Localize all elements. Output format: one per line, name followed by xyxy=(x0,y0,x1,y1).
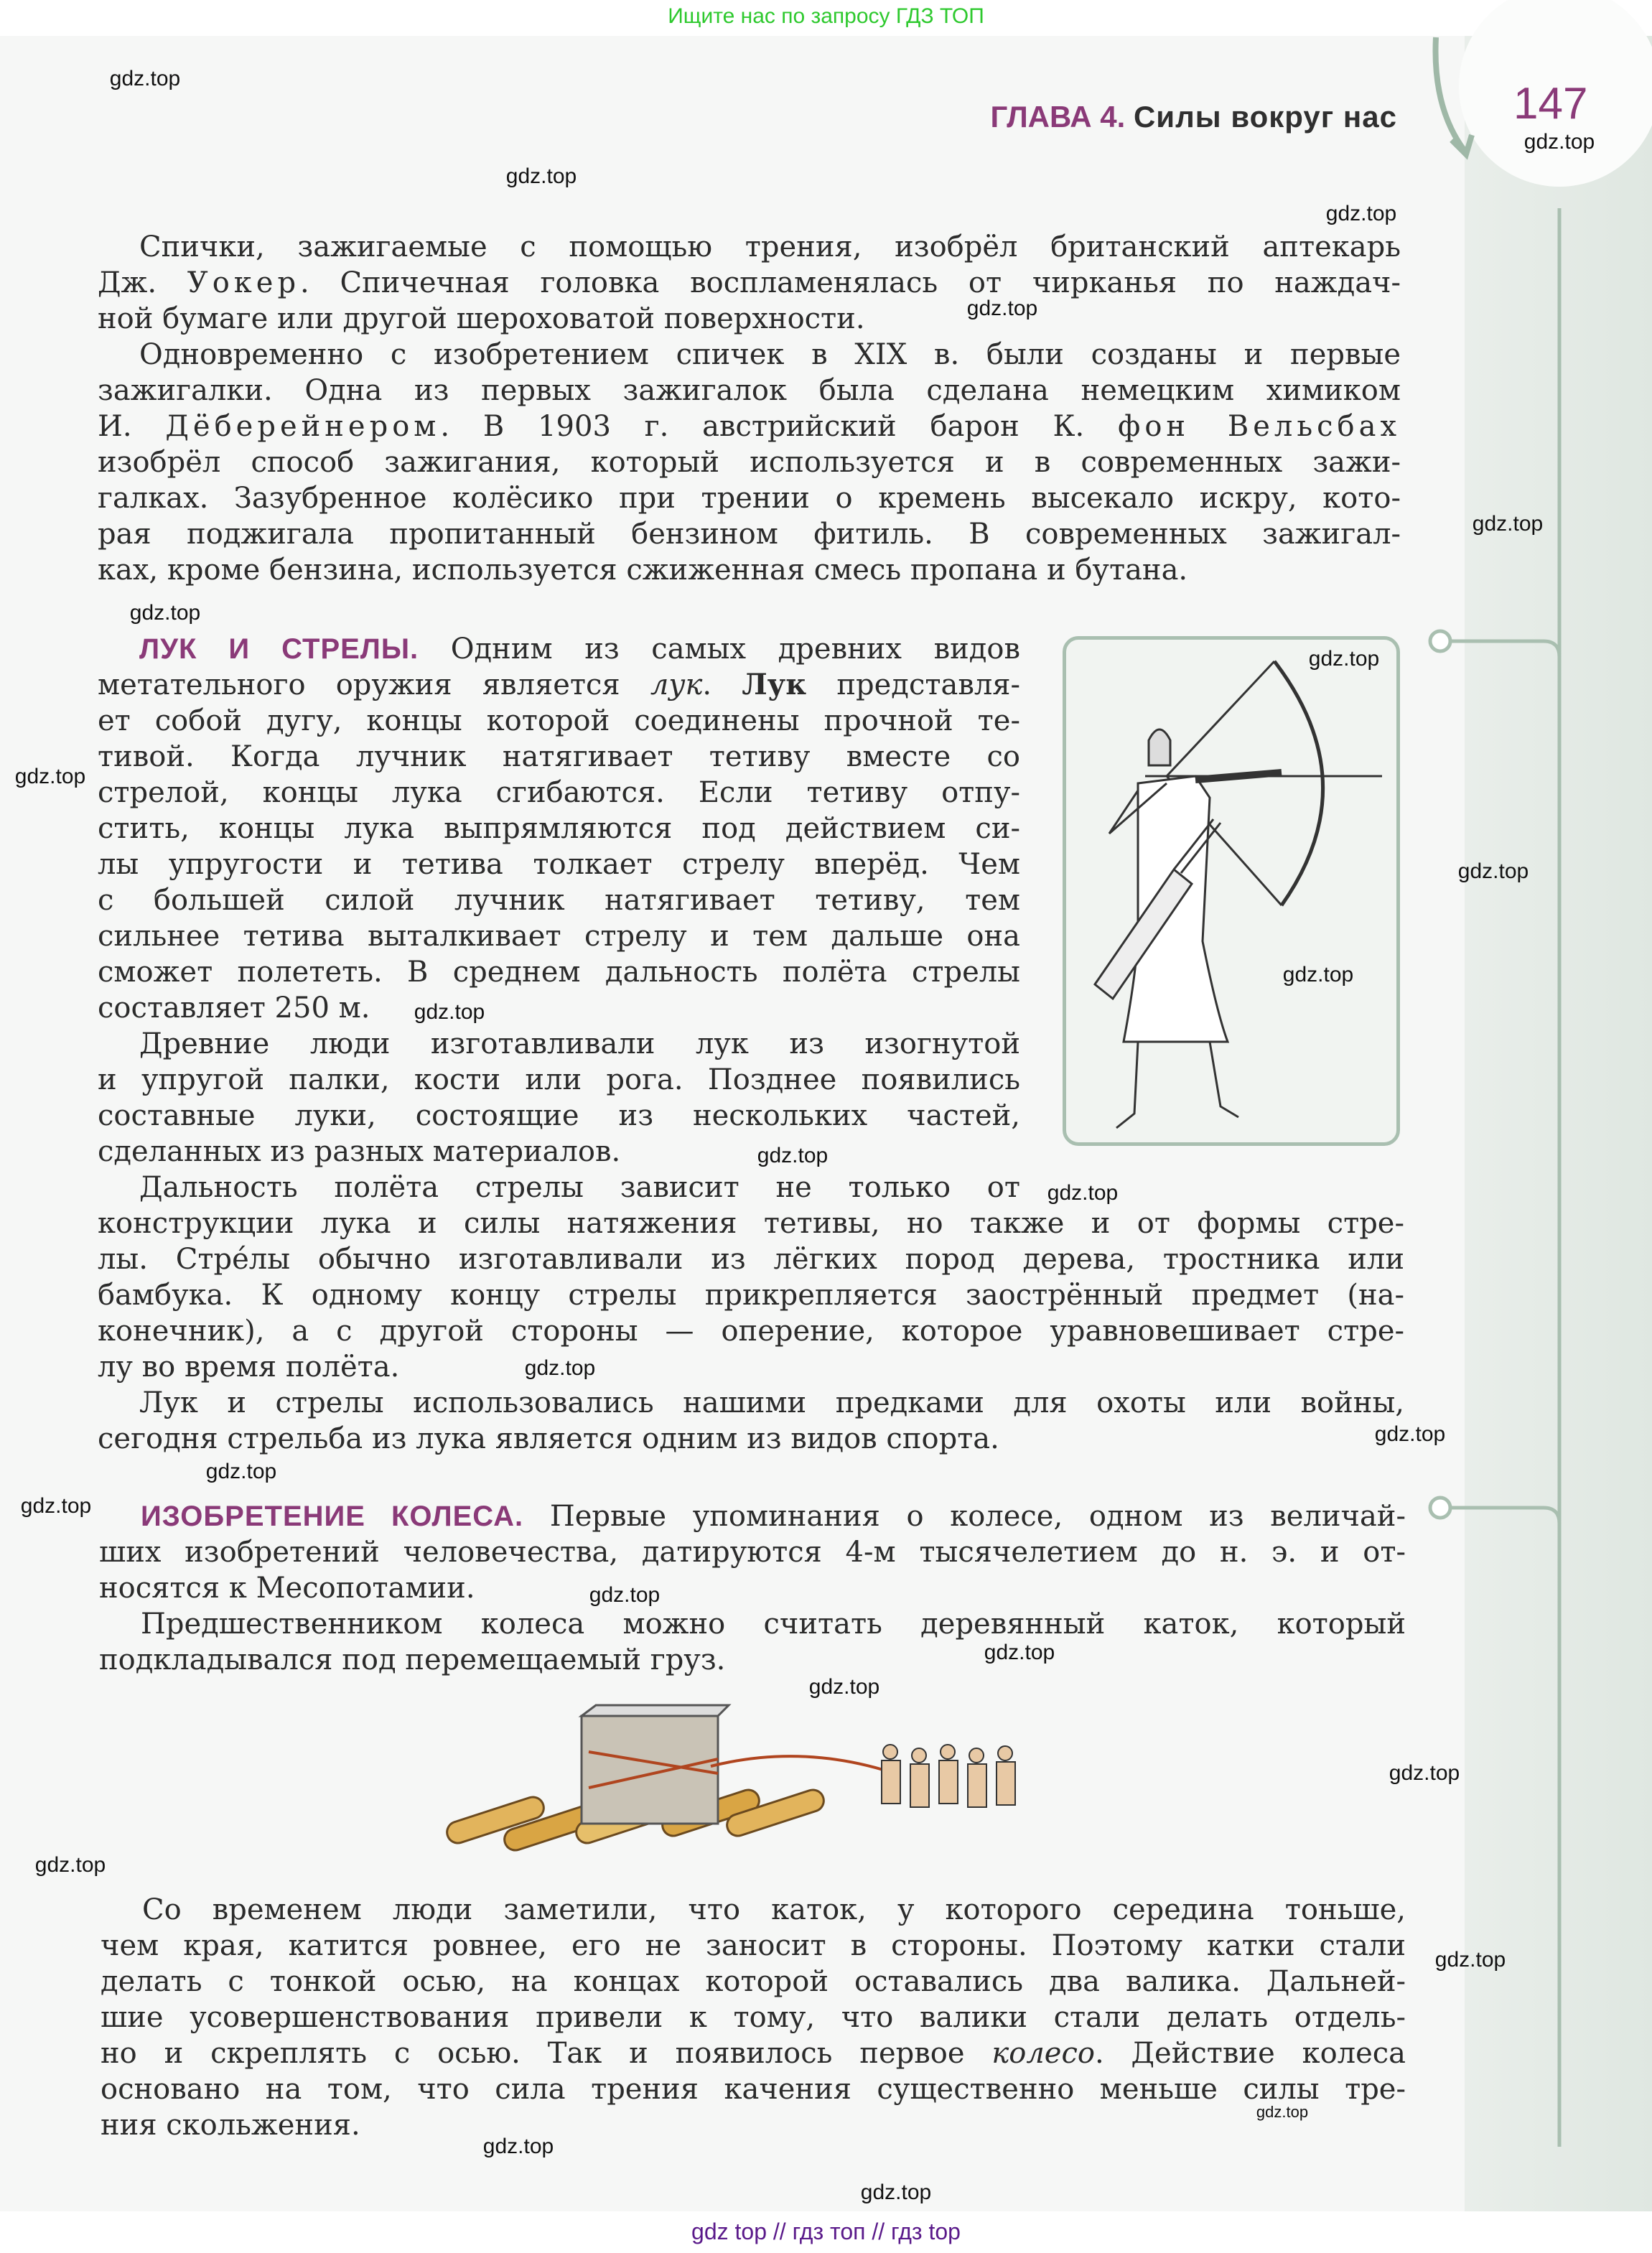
text-segment: стить, концы лука выпрямляются под действием си- xyxy=(98,812,1020,845)
text-line xyxy=(98,337,1401,373)
section-heading: ИЗОБРЕТЕНИЕ КОЛЕСА. xyxy=(141,1501,524,1532)
text-line xyxy=(101,2000,1406,2035)
chapter-header xyxy=(990,99,1397,135)
text-segment: ния скольжения. xyxy=(101,2109,360,2142)
watermark: gdz.top xyxy=(1374,1422,1446,1446)
watermark: gdz.top xyxy=(20,1494,92,1518)
roller-transport-illustration xyxy=(438,1702,1070,1867)
text-line xyxy=(98,1241,1404,1277)
text-segment: сможет полететь. В среднем дальность полёта стрелы xyxy=(98,956,1020,989)
chapter-label: ГЛАВА 4. xyxy=(990,100,1126,134)
text-line xyxy=(98,301,1401,337)
watermark: gdz.top xyxy=(1047,1181,1119,1205)
text-line xyxy=(98,1098,1020,1134)
watermark: gdz.top xyxy=(966,297,1038,320)
archer-illustration xyxy=(1063,636,1400,1146)
text-line xyxy=(99,1498,1406,1534)
text-segment: лук xyxy=(650,668,703,701)
text-line xyxy=(98,954,1020,990)
search-banner[interactable]: Ищите нас по запросу ГДЗ ТОП xyxy=(668,4,984,28)
page-number: 147 xyxy=(1513,79,1588,129)
text-segment: лу во время полёта. xyxy=(98,1351,400,1384)
text-line xyxy=(98,1134,1020,1170)
text-segment: составляет 250 м. xyxy=(98,992,370,1025)
text-line xyxy=(101,1892,1406,1928)
text-segment: но и скреплять с осью. Так и появилось первое xyxy=(101,2037,992,2070)
bow-text xyxy=(98,631,1020,1205)
watermark: gdz.top xyxy=(1472,512,1544,536)
watermark: gdz.top xyxy=(1256,2103,1309,2121)
bullet-circle-icon xyxy=(1430,1498,1450,1518)
watermark: gdz.top xyxy=(984,1641,1055,1664)
text-segment: конечник), а с другой стороны — оперение, которое уравновешивает стре- xyxy=(98,1315,1404,1348)
text-line xyxy=(98,739,1020,775)
text-line xyxy=(98,631,1020,667)
text-segment: Первые упоминания о колесе, одном из величай- xyxy=(523,1500,1406,1533)
text-segment: изобрёл способ зажигания, который используется и в современных зажи- xyxy=(98,446,1401,479)
bullet-circle-icon xyxy=(1430,631,1450,651)
text-line xyxy=(98,409,1401,444)
chapter-title: Силы вокруг нас xyxy=(1133,100,1397,134)
text-segment: рая поджигала пропитанный бензином фитиль. В современных зажигал- xyxy=(98,518,1401,551)
text-segment: ках, кроме бензина, используется сжиженная смесь пропана и бутана. xyxy=(98,554,1188,587)
text-segment: делать с тонкой осью, на концах которой оставались два валика. Дальней- xyxy=(101,1965,1406,1998)
text-segment: метательного оружия является xyxy=(98,668,650,701)
text-segment: Спички, зажигаемые с помощью трения, изобрёл британский аптекарь xyxy=(139,230,1401,263)
text-line xyxy=(98,882,1020,918)
text-line xyxy=(99,1534,1406,1570)
text-segment: лы. Стрéлы обычно изготавливали из лёгких пород дерева, тростника или xyxy=(98,1243,1404,1276)
text-segment: тивой. Когда лучник натягивает тетиву вместе со xyxy=(98,740,1020,773)
text-line xyxy=(98,846,1020,882)
text-segment: Дальность полёта стрелы зависит не только от xyxy=(139,1171,1020,1204)
watermark: gdz.top xyxy=(129,601,201,625)
watermark: gdz.top xyxy=(1282,963,1354,986)
text-line xyxy=(101,2071,1406,2107)
text-segment: бамбука. К одному концу стрелы прикрепляется заострённый предмет (на- xyxy=(98,1279,1404,1312)
text-line xyxy=(98,775,1020,811)
text-line xyxy=(98,229,1401,265)
text-segment: Предшественником колеса можно считать деревянный каток, который xyxy=(141,1608,1406,1641)
text-segment: основано на том, что сила трения качения существенно меньше силы тре- xyxy=(101,2073,1406,2106)
text-line xyxy=(99,1606,1406,1642)
text-line xyxy=(98,1205,1404,1241)
text-line xyxy=(98,1277,1404,1313)
text-line xyxy=(98,918,1020,954)
watermark: gdz.top xyxy=(1308,647,1380,671)
text-segment: конструкции лука и силы натяжения тетивы, но также и от формы стре- xyxy=(98,1207,1404,1240)
text-segment: галках. Зазубренное колёсико при трении о кремень высекало искру, кото- xyxy=(98,482,1401,515)
watermark: gdz.top xyxy=(589,1583,661,1607)
text-segment: носятся к Месопотамии. xyxy=(99,1572,475,1605)
text-segment: ших изобретений человечества, датируются 4-м тысячелетием до н. э. и от- xyxy=(99,1536,1406,1569)
watermark: gdz.top xyxy=(205,1460,277,1483)
text-segment: чем края, катится ровнее, его не заносит в стороны. Поэтому катки стали xyxy=(101,1929,1406,1962)
text-line xyxy=(98,265,1401,301)
watermark: gdz.top xyxy=(1434,1948,1506,1972)
text-segment: зажигалки. Одна из первых зажигалок была сделана немецким химиком xyxy=(98,374,1401,407)
text-line xyxy=(101,2107,1406,2143)
text-line xyxy=(98,1026,1020,1062)
text-segment: Со временем люди заметили, что каток, у которого середина тоньше, xyxy=(142,1893,1406,1926)
text-line xyxy=(98,703,1020,739)
watermark: gdz.top xyxy=(1389,1761,1460,1785)
text-segment: сделанных из разных материалов. xyxy=(98,1135,621,1168)
bow-text-continued xyxy=(98,1205,1404,1457)
footer-links[interactable]: gdz top // гдз топ // гдз top xyxy=(0,2211,1652,2253)
text-segment: ной бумаге или другой шероховатой поверхности. xyxy=(98,302,865,335)
text-segment: Дёберейнером xyxy=(165,410,441,443)
text-segment: сегодня стрельба из лука является одним из видов спорта. xyxy=(98,1422,999,1455)
text-line xyxy=(101,1964,1406,2000)
text-line xyxy=(98,1062,1020,1098)
text-segment: Лук xyxy=(742,668,807,701)
text-segment: . xyxy=(702,668,742,701)
watermark: gdz.top xyxy=(860,2180,932,2204)
text-segment: . Спичечная головка воспламенялась от чирканья по наждач- xyxy=(300,266,1401,299)
text-segment: Древние люди изготавливали лук из изогнутой xyxy=(139,1027,1020,1060)
text-line xyxy=(98,990,1020,1026)
text-segment: шие усовершенствования привели к тому, что валики стали делать отдель- xyxy=(101,2001,1406,2034)
watermark: gdz.top xyxy=(34,1853,106,1877)
text-line xyxy=(98,1421,1404,1457)
text-line xyxy=(98,373,1401,409)
text-segment: подкладывался под перемещаемый груз. xyxy=(99,1643,726,1676)
text-line xyxy=(98,516,1401,552)
text-line xyxy=(101,1928,1406,1964)
text-segment: . Действие колеса xyxy=(1094,2037,1406,2070)
text-line xyxy=(98,1313,1404,1349)
text-segment: с большей силой лучник натягивает тетиву, тем xyxy=(98,884,1020,917)
wheel-text-continued xyxy=(101,1892,1406,2143)
text-segment: Дж. xyxy=(98,266,187,299)
text-segment: стрелой, концы лука сгибаются. Если тетиву отпу- xyxy=(98,776,1020,809)
text-line xyxy=(98,811,1020,846)
text-segment: . В 1903 г. австрийский барон К. xyxy=(440,410,1119,443)
text-line xyxy=(99,1570,1406,1606)
text-line xyxy=(98,552,1401,588)
text-line xyxy=(101,2035,1406,2071)
watermark: gdz.top xyxy=(14,765,86,788)
text-line xyxy=(98,667,1020,703)
watermark: gdz.top xyxy=(414,1000,485,1024)
text-line xyxy=(99,1642,1406,1678)
text-line xyxy=(98,1385,1404,1421)
watermark: gdz.top xyxy=(524,1356,596,1380)
text-line xyxy=(98,480,1401,516)
text-segment: колесо xyxy=(991,2037,1095,2070)
text-segment: сильнее тетива выталкивает стрелу и тем дальше она xyxy=(98,920,1020,953)
section-heading: ЛУК И СТРЕЛЫ. xyxy=(139,633,419,665)
watermark: gdz.top xyxy=(757,1144,829,1167)
text-line xyxy=(98,1349,1404,1385)
text-segment: лы упругости и тетива толкает стрелу вперёд. Чем xyxy=(98,848,1020,881)
text-segment: Одновременно с изобретением спичек в XIX в. были созданы и первые xyxy=(139,338,1401,371)
wheel-text xyxy=(99,1498,1406,1678)
watermark: gdz.top xyxy=(1325,202,1397,225)
matches-text xyxy=(98,229,1401,588)
archer-drawing xyxy=(1066,640,1396,1142)
text-line xyxy=(98,444,1401,480)
watermark: gdz.top xyxy=(1523,130,1595,154)
watermark: gdz.top xyxy=(109,67,181,90)
text-segment: ет собой дугу, концы которой соединены прочной те- xyxy=(98,704,1020,737)
text-segment: составные луки, состоящие из нескольких частей, xyxy=(98,1099,1020,1132)
text-segment: И. xyxy=(98,410,166,443)
text-segment: Лук и стрелы использовались нашими предками для охоты или войны, xyxy=(139,1386,1404,1419)
watermark: gdz.top xyxy=(505,164,577,188)
text-segment: представля- xyxy=(806,668,1020,701)
watermark: gdz.top xyxy=(1457,859,1529,883)
text-segment: Одним из самых древних видов xyxy=(419,633,1020,666)
watermark: gdz.top xyxy=(808,1675,880,1699)
text-segment: и упругой палки, кости или рога. Позднее появились xyxy=(98,1063,1020,1096)
text-line xyxy=(98,1170,1020,1205)
watermark: gdz.top xyxy=(482,2135,554,2158)
text-segment: фон Вельсбах xyxy=(1118,410,1401,443)
roller-drawing xyxy=(438,1702,1070,1867)
text-segment: Уокер xyxy=(187,266,301,299)
